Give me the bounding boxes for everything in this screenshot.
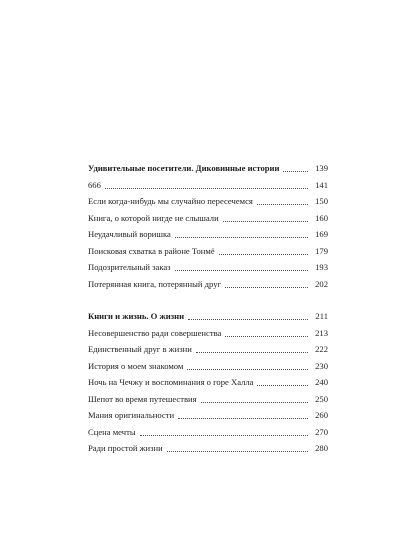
toc-page-number: 179: [315, 245, 328, 256]
toc-entry-title: Потерянная книга, потерянный друг: [88, 278, 222, 289]
toc-page-number: 139: [315, 163, 328, 173]
toc-entry-title: История о моем знакомом: [88, 360, 184, 371]
toc-heading-title: Книги и жизнь. О жизни: [88, 311, 185, 321]
toc-entry: [88, 210, 328, 227]
dot-leader: [196, 351, 308, 353]
dot-leader: [283, 170, 308, 172]
toc-entry-title: Мания оригинальности: [88, 410, 175, 420]
toc-entry-title: Несовершенство ради совершенства: [88, 327, 222, 338]
toc-page-number: 202: [315, 278, 328, 289]
dot-leader: [167, 450, 308, 452]
toc-page-number: 270: [315, 426, 328, 437]
dot-leader: [257, 203, 308, 205]
dot-leader: [201, 401, 308, 403]
toc-page-number: 211: [315, 311, 328, 321]
toc-entry: [88, 424, 328, 441]
toc-page-number: 169: [315, 229, 328, 239]
dot-leader: [257, 384, 308, 386]
dot-leader: [140, 434, 308, 436]
toc-page-number: 260: [315, 410, 328, 420]
toc-entry-title: Если когда-нибудь мы случайно пересечемся: [88, 196, 253, 206]
toc-page-number: 240: [315, 377, 328, 387]
dot-leader: [187, 368, 308, 370]
toc-page-number: 141: [315, 179, 328, 190]
toc-entry: [88, 407, 328, 424]
table-of-contents: [88, 160, 328, 457]
toc-entry-title: Шепот во время путешествия: [88, 393, 197, 404]
toc-section-heading: [88, 308, 328, 325]
toc-entry-title: Сцена мечты: [88, 426, 136, 437]
toc-entry-title: Ради простой жизни: [88, 443, 163, 453]
toc-page-number: 280: [315, 443, 328, 453]
toc-page-number: 160: [315, 212, 328, 223]
toc-entry: [88, 276, 328, 293]
dot-leader: [178, 417, 308, 419]
toc-entry: [88, 391, 328, 408]
toc-entry-title: 666: [88, 179, 101, 190]
toc-entry: [88, 374, 328, 391]
toc-entry-title: Подозрительный заказ: [88, 262, 171, 272]
toc-page-number: 150: [315, 196, 328, 206]
dot-leader: [188, 318, 308, 320]
toc-entry: [88, 243, 328, 260]
toc-entry: [88, 440, 328, 457]
toc-entry-title: Единственный друг в жизни: [88, 344, 192, 354]
toc-section-books-and-life: [88, 308, 328, 457]
toc-entry: [88, 226, 328, 243]
toc-entry: [88, 193, 328, 210]
toc-section-heading: [88, 160, 328, 177]
toc-entry: [88, 358, 328, 375]
toc-entry: [88, 259, 328, 276]
dot-leader: [175, 269, 308, 271]
dot-leader: [225, 335, 308, 337]
toc-entry: [88, 341, 328, 358]
toc-page-number: 250: [315, 393, 328, 404]
toc-entry-title: Книга, о которой нигде не слышали: [88, 212, 219, 223]
toc-section-visitors: [88, 160, 328, 292]
toc-page-number: 213: [315, 327, 328, 338]
toc-heading-title: Удивительные посетители. Диковинные истории: [88, 163, 280, 173]
toc-entry: [88, 325, 328, 342]
dot-leader: [223, 220, 308, 222]
dot-leader: [219, 253, 308, 255]
toc-page-number: 193: [315, 262, 328, 272]
toc-entry-title: Поисковая схватка в районе Тонмё: [88, 245, 215, 256]
toc-page-number: 230: [315, 360, 328, 371]
dot-leader: [175, 236, 308, 238]
toc-page-number: 222: [315, 344, 328, 354]
dot-leader: [105, 187, 308, 189]
toc-entry-title: Неудачливый воришка: [88, 229, 171, 239]
dot-leader: [225, 286, 308, 288]
toc-entry-title: Ночь на Чечжу и воспоминания о горе Халла: [88, 377, 254, 387]
toc-entry: [88, 177, 328, 194]
